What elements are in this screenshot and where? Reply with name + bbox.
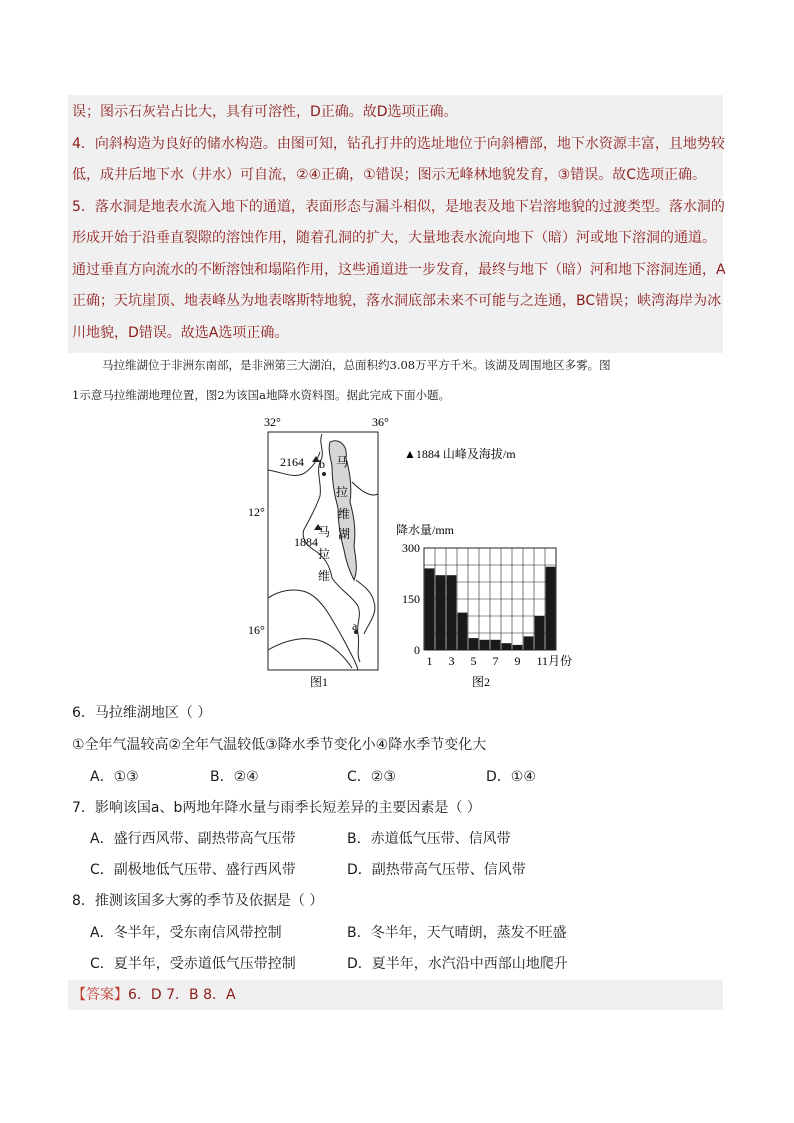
explanation-line: 通过垂直方向流水的不断溶蚀和塌陷作用，这些通道进一步发育，最终与地下（暗）河和地下溶洞连通，A	[72, 261, 726, 278]
chart-ytick-label: 0	[414, 643, 420, 657]
q6-option-a[interactable]: A．①③	[90, 769, 139, 785]
answer-tag: 【答案】	[72, 987, 128, 1003]
q7-option-a[interactable]: A．盛行西风带、副热带高气压带	[90, 831, 296, 847]
chart-bar	[524, 636, 534, 650]
lake-name-char: 拉	[336, 485, 349, 499]
chart-bar	[436, 575, 446, 650]
explanation-line: 川地貌，D错误。故选A选项正确。	[72, 324, 289, 341]
lake-name-char: 维	[338, 507, 351, 521]
peak-label: 1884	[294, 535, 318, 549]
q6-option-b[interactable]: B．②④	[210, 769, 259, 785]
chart-xtick-label: 11月份	[536, 654, 573, 668]
point-b-marker	[322, 472, 326, 476]
point-b-label: b	[319, 457, 325, 471]
chart-xtick-label: 1	[426, 654, 433, 668]
q8-option-a[interactable]: A．冬半年，受东南信风带控制	[90, 925, 282, 941]
explanation-line: 误；图示石灰岩占比大，具有可溶性，D正确。故D选项正确。	[72, 104, 458, 120]
lake-name-char: 马	[336, 455, 349, 469]
explanation-line: 低，成井后地下水（井水）可自流，②④正确，①错误；图示无峰林地貌发育，③错误。故C选项正确。	[72, 167, 706, 183]
map-figure	[248, 415, 389, 689]
explanation-block	[68, 95, 726, 353]
peak-label: 2164	[280, 455, 304, 469]
q8-option-c[interactable]: C．夏半年，受赤道低气压带控制	[90, 956, 296, 972]
lake-name-char: 湖	[338, 527, 351, 541]
chart-bar	[447, 575, 457, 650]
explanation-line: 4．向斜构造为良好的储水构造。由图可知，钻孔打井的选址地位于向斜槽部，地下水资源丰富，且地势较	[72, 135, 725, 152]
answer-values: 6．D 7．B 8．A	[128, 987, 236, 1003]
q8-option-b[interactable]: B．冬半年，天气晴朗，蒸发不旺盛	[347, 925, 567, 941]
chart-xtick-label: 7	[492, 654, 499, 668]
chart-bar	[469, 638, 479, 650]
intro-line: 马拉维湖位于非洲东南部，是非洲第三大湖泊，总面积约3.08万平方千米。该湖及周围地区多雾。图	[102, 358, 611, 372]
figure-map-and-chart	[248, 410, 573, 690]
chart-bar	[458, 613, 468, 650]
precipitation-chart	[396, 522, 572, 689]
chart-bar	[546, 567, 556, 650]
question-7-stem: 7．影响该国a、b两地年降水量与雨季长短差异的主要因素是（ ）	[72, 800, 481, 816]
q6-option-d[interactable]: D．①④	[486, 769, 536, 785]
chart-ytick-label: 300	[402, 541, 420, 555]
question-8-stem: 8．推测该国多大雾的季节及依据是（ ）	[72, 893, 324, 909]
country-name-char: 拉	[318, 547, 331, 561]
chart-bar	[425, 568, 435, 650]
chart-bar	[480, 640, 490, 650]
map-legend: ▲1884 山峰及海拔/m	[404, 447, 516, 461]
chart-xtick-label: 3	[448, 654, 455, 668]
figure1-caption: 图1	[310, 675, 329, 689]
chart-bar	[491, 640, 501, 650]
chart-bar	[502, 643, 512, 650]
chart-xtick-label: 9	[514, 654, 521, 668]
point-a-label: a	[352, 619, 358, 633]
explanation-line: 5．落水洞是地表水流入地下的通道，表面形态与漏斗相似，是地表及地下岩溶地貌的过渡类型。落水洞的	[72, 198, 725, 215]
country-border	[268, 639, 352, 668]
lat-top-label: 12°	[248, 505, 265, 519]
chart-ytick-label: 150	[402, 592, 420, 606]
explanation-line: 形成开始于沿垂直裂隙的溶蚀作用，随着孔洞的扩大，大量地表水流向地下（暗）河或地下溶洞的通道。	[72, 230, 716, 246]
intro-line: 1示意马拉维湖地理位置，图2为该国a地降水资料图。据此完成下面小题。	[72, 388, 450, 402]
figure2-caption: 图2	[472, 675, 491, 689]
chart-bar	[513, 645, 523, 650]
lat-bottom-label: 16°	[248, 623, 265, 637]
lon-left-label: 32°	[264, 415, 281, 429]
question-6-stem: 6．马拉维湖地区（ ）	[72, 705, 212, 721]
answer-line	[68, 980, 723, 1010]
country-name-char: 马	[318, 525, 331, 539]
question-intro	[72, 350, 727, 410]
chart-ylabel: 降水量/mm	[396, 523, 455, 537]
q7-option-b[interactable]: B．赤道低气压带、信风带	[347, 831, 511, 847]
q7-option-c[interactable]: C．副极地低气压带、盛行西风带	[90, 862, 296, 878]
country-name-char: 维	[318, 569, 331, 583]
lon-right-label: 36°	[372, 415, 389, 429]
q7-option-d[interactable]: D．副热带高气压带、信风带	[347, 862, 526, 878]
explanation-line: 正确；天坑崖顶、地表峰丛为地表喀斯特地貌，落水洞底部未来不可能与之连通，BC错误；峡湾海岸为冰	[72, 293, 722, 309]
chart-xtick-label: 5	[470, 654, 477, 668]
chart-bar	[535, 616, 545, 650]
q8-option-d[interactable]: D．夏半年，水汽沿中西部山地爬升	[347, 956, 568, 972]
country-border	[352, 482, 378, 495]
question-6-statements: ①全年气温较高②全年气温较低③降水季节变化小④降水季节变化大	[72, 737, 487, 753]
q6-option-c[interactable]: C．②③	[347, 769, 396, 785]
